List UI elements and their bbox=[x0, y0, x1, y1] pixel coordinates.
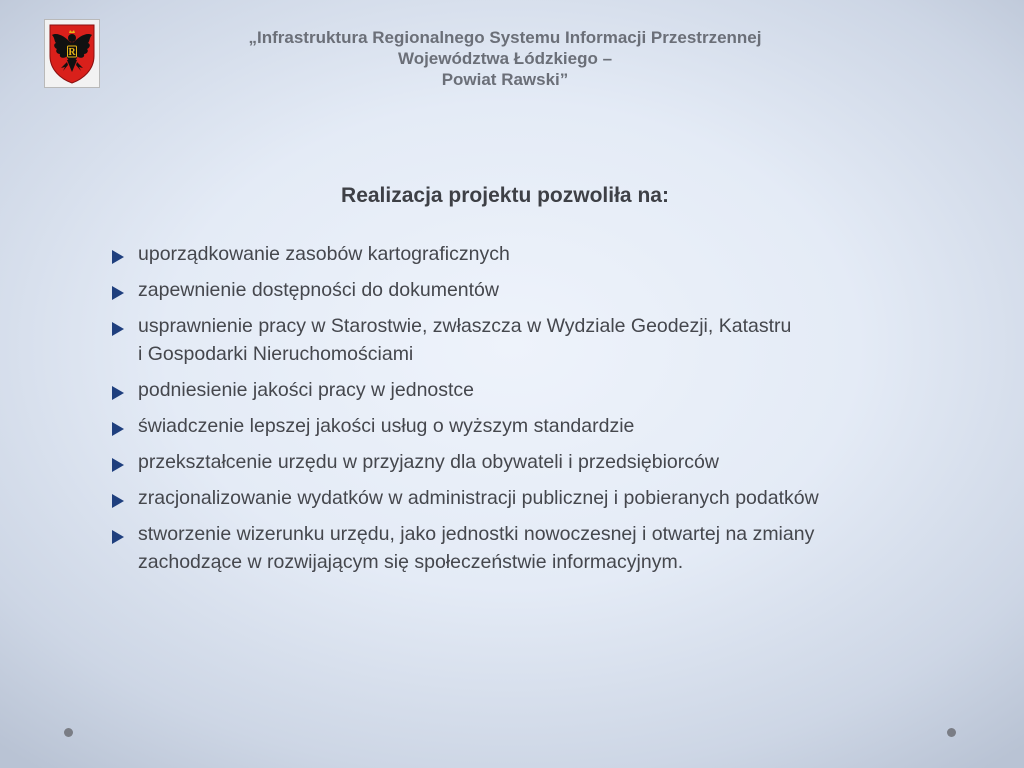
list-item bbox=[110, 240, 990, 268]
header bbox=[150, 27, 860, 90]
coat-of-arms-letter: R bbox=[68, 47, 76, 58]
coat-of-arms-logo bbox=[44, 19, 100, 88]
list-item bbox=[110, 412, 990, 440]
triangle-bullet-icon bbox=[112, 386, 124, 400]
list-item bbox=[110, 376, 990, 404]
decorative-dot-right bbox=[947, 728, 956, 737]
slide-title: Realizacja projektu pozwoliła na: bbox=[341, 184, 669, 207]
list-item-text: usprawnienie pracy w Starostwie, zwłaszcza w Wydziale Geodezji, Katastru bbox=[138, 315, 792, 337]
list-item-text: uporządkowanie zasobów kartograficznych bbox=[138, 243, 510, 265]
triangle-bullet-icon bbox=[112, 530, 124, 544]
triangle-bullet-icon bbox=[112, 322, 124, 336]
list-item bbox=[110, 484, 990, 512]
coat-of-arms-icon bbox=[47, 22, 97, 85]
list-item-text: przekształcenie urzędu w przyjazny dla obywateli i przedsiębiorców bbox=[138, 451, 719, 473]
header-line-1: „Infrastruktura Regionalnego Systemu Informacji Przestrzennej bbox=[248, 28, 762, 47]
list-item-text-continued: i Gospodarki Nieruchomościami bbox=[138, 343, 414, 365]
list-item-text: podniesienie jakości pracy w jednostce bbox=[138, 379, 475, 401]
list-item-text-continued: zachodzące w rozwijającym się społeczeństwie informacyjnym. bbox=[138, 551, 684, 573]
decorative-dot-left bbox=[64, 728, 73, 737]
list-item bbox=[110, 520, 990, 576]
list-item-text: zracjonalizowanie wydatków w administracji publicznej i pobieranych podatków bbox=[138, 487, 819, 509]
triangle-bullet-icon bbox=[112, 494, 124, 508]
bullet-list bbox=[110, 240, 990, 584]
header-line-2: Województwa Łódzkiego – bbox=[397, 49, 613, 68]
list-item-text: zapewnienie dostępności do dokumentów bbox=[138, 279, 499, 301]
list-item bbox=[110, 312, 990, 368]
triangle-bullet-icon bbox=[112, 458, 124, 472]
list-item bbox=[110, 276, 990, 304]
header-line-3: Powiat Rawski” bbox=[441, 70, 569, 89]
list-item-text: stworzenie wizerunku urzędu, jako jednostki nowoczesnej i otwartej na zmiany bbox=[138, 523, 815, 545]
triangle-bullet-icon bbox=[112, 422, 124, 436]
list-item bbox=[110, 448, 990, 476]
triangle-bullet-icon bbox=[112, 286, 124, 300]
triangle-bullet-icon bbox=[112, 250, 124, 264]
list-item-text: świadczenie lepszej jakości usług o wyższym standardzie bbox=[138, 415, 635, 437]
